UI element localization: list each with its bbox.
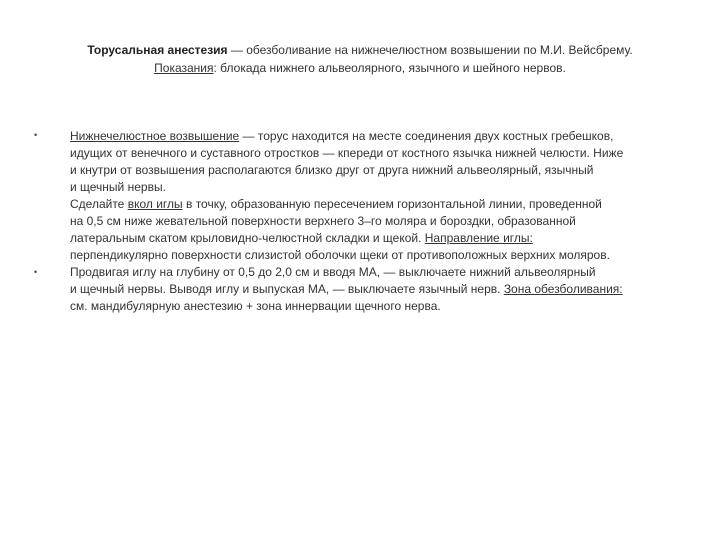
text-line <box>70 128 695 145</box>
bullet-text <box>70 128 695 315</box>
text-line <box>70 196 695 213</box>
bullet-marker: • <box>34 267 38 277</box>
text-fragment: Сделайте <box>70 197 128 211</box>
text-line: идущих от венечного и суставного отростков — кпереди от костного язычка нижней челюсти. Ниже <box>70 146 624 160</box>
term-needle-direction: Направление иглы: <box>424 231 533 245</box>
text-fragment: латеральным скатом крыловидно-челюстной складки и щекой. <box>70 231 425 245</box>
text-line: Продвигая иглу на глубину от 0,5 до 2,0 см и вводя МА, — выключаете нижний альвеолярный <box>70 265 596 279</box>
indications-text: : блокада нижнего альвеолярного, язычного и шейного нервов. <box>213 61 566 75</box>
text-fragment: в точку, образованную пересечением горизонтальной линии, проведенной <box>182 197 602 211</box>
text-line: перпендикулярно поверхности слизистой оболочки щеки от противоположных верхних моляров. <box>70 248 610 262</box>
text-line <box>70 230 695 247</box>
text-line: и щечный нервы. <box>70 180 166 194</box>
term-mandibular-torus: Нижнечелюстное возвышение <box>70 129 240 143</box>
term-anesthesia-zone: Зона обезболивания: <box>503 282 623 296</box>
text-fragment: и щечный нервы. Выводя иглу и выпуская МА, — выключаете язычный нерв. <box>70 282 504 296</box>
indications-line <box>40 59 680 77</box>
bullet-marker: • <box>34 130 38 140</box>
text-line: на 0,5 см ниже жевательной поверхности верхнего 3–го моляра и бороздки, образованной <box>70 214 576 228</box>
indications-label: Показания <box>154 61 214 75</box>
title-term: Торусальная анестезия <box>87 43 228 57</box>
term-injection-point: вкол иглы <box>127 197 183 211</box>
slide-header <box>40 41 680 77</box>
text-line: и кнутри от возвышения располагаются близко друг от друга нижний альвеолярный, язычный <box>70 163 594 177</box>
title-line <box>40 41 680 59</box>
text-line <box>70 281 695 298</box>
text-line: см. мандибулярную анестезию + зона иннервации щечного нерва. <box>70 299 441 313</box>
title-definition: — обезболивание на нижнечелюстном возвышении по М.И. Вейсбрему. <box>227 43 633 57</box>
text-fragment: — торус находится на месте соединения двух костных гребешков, <box>239 129 614 143</box>
